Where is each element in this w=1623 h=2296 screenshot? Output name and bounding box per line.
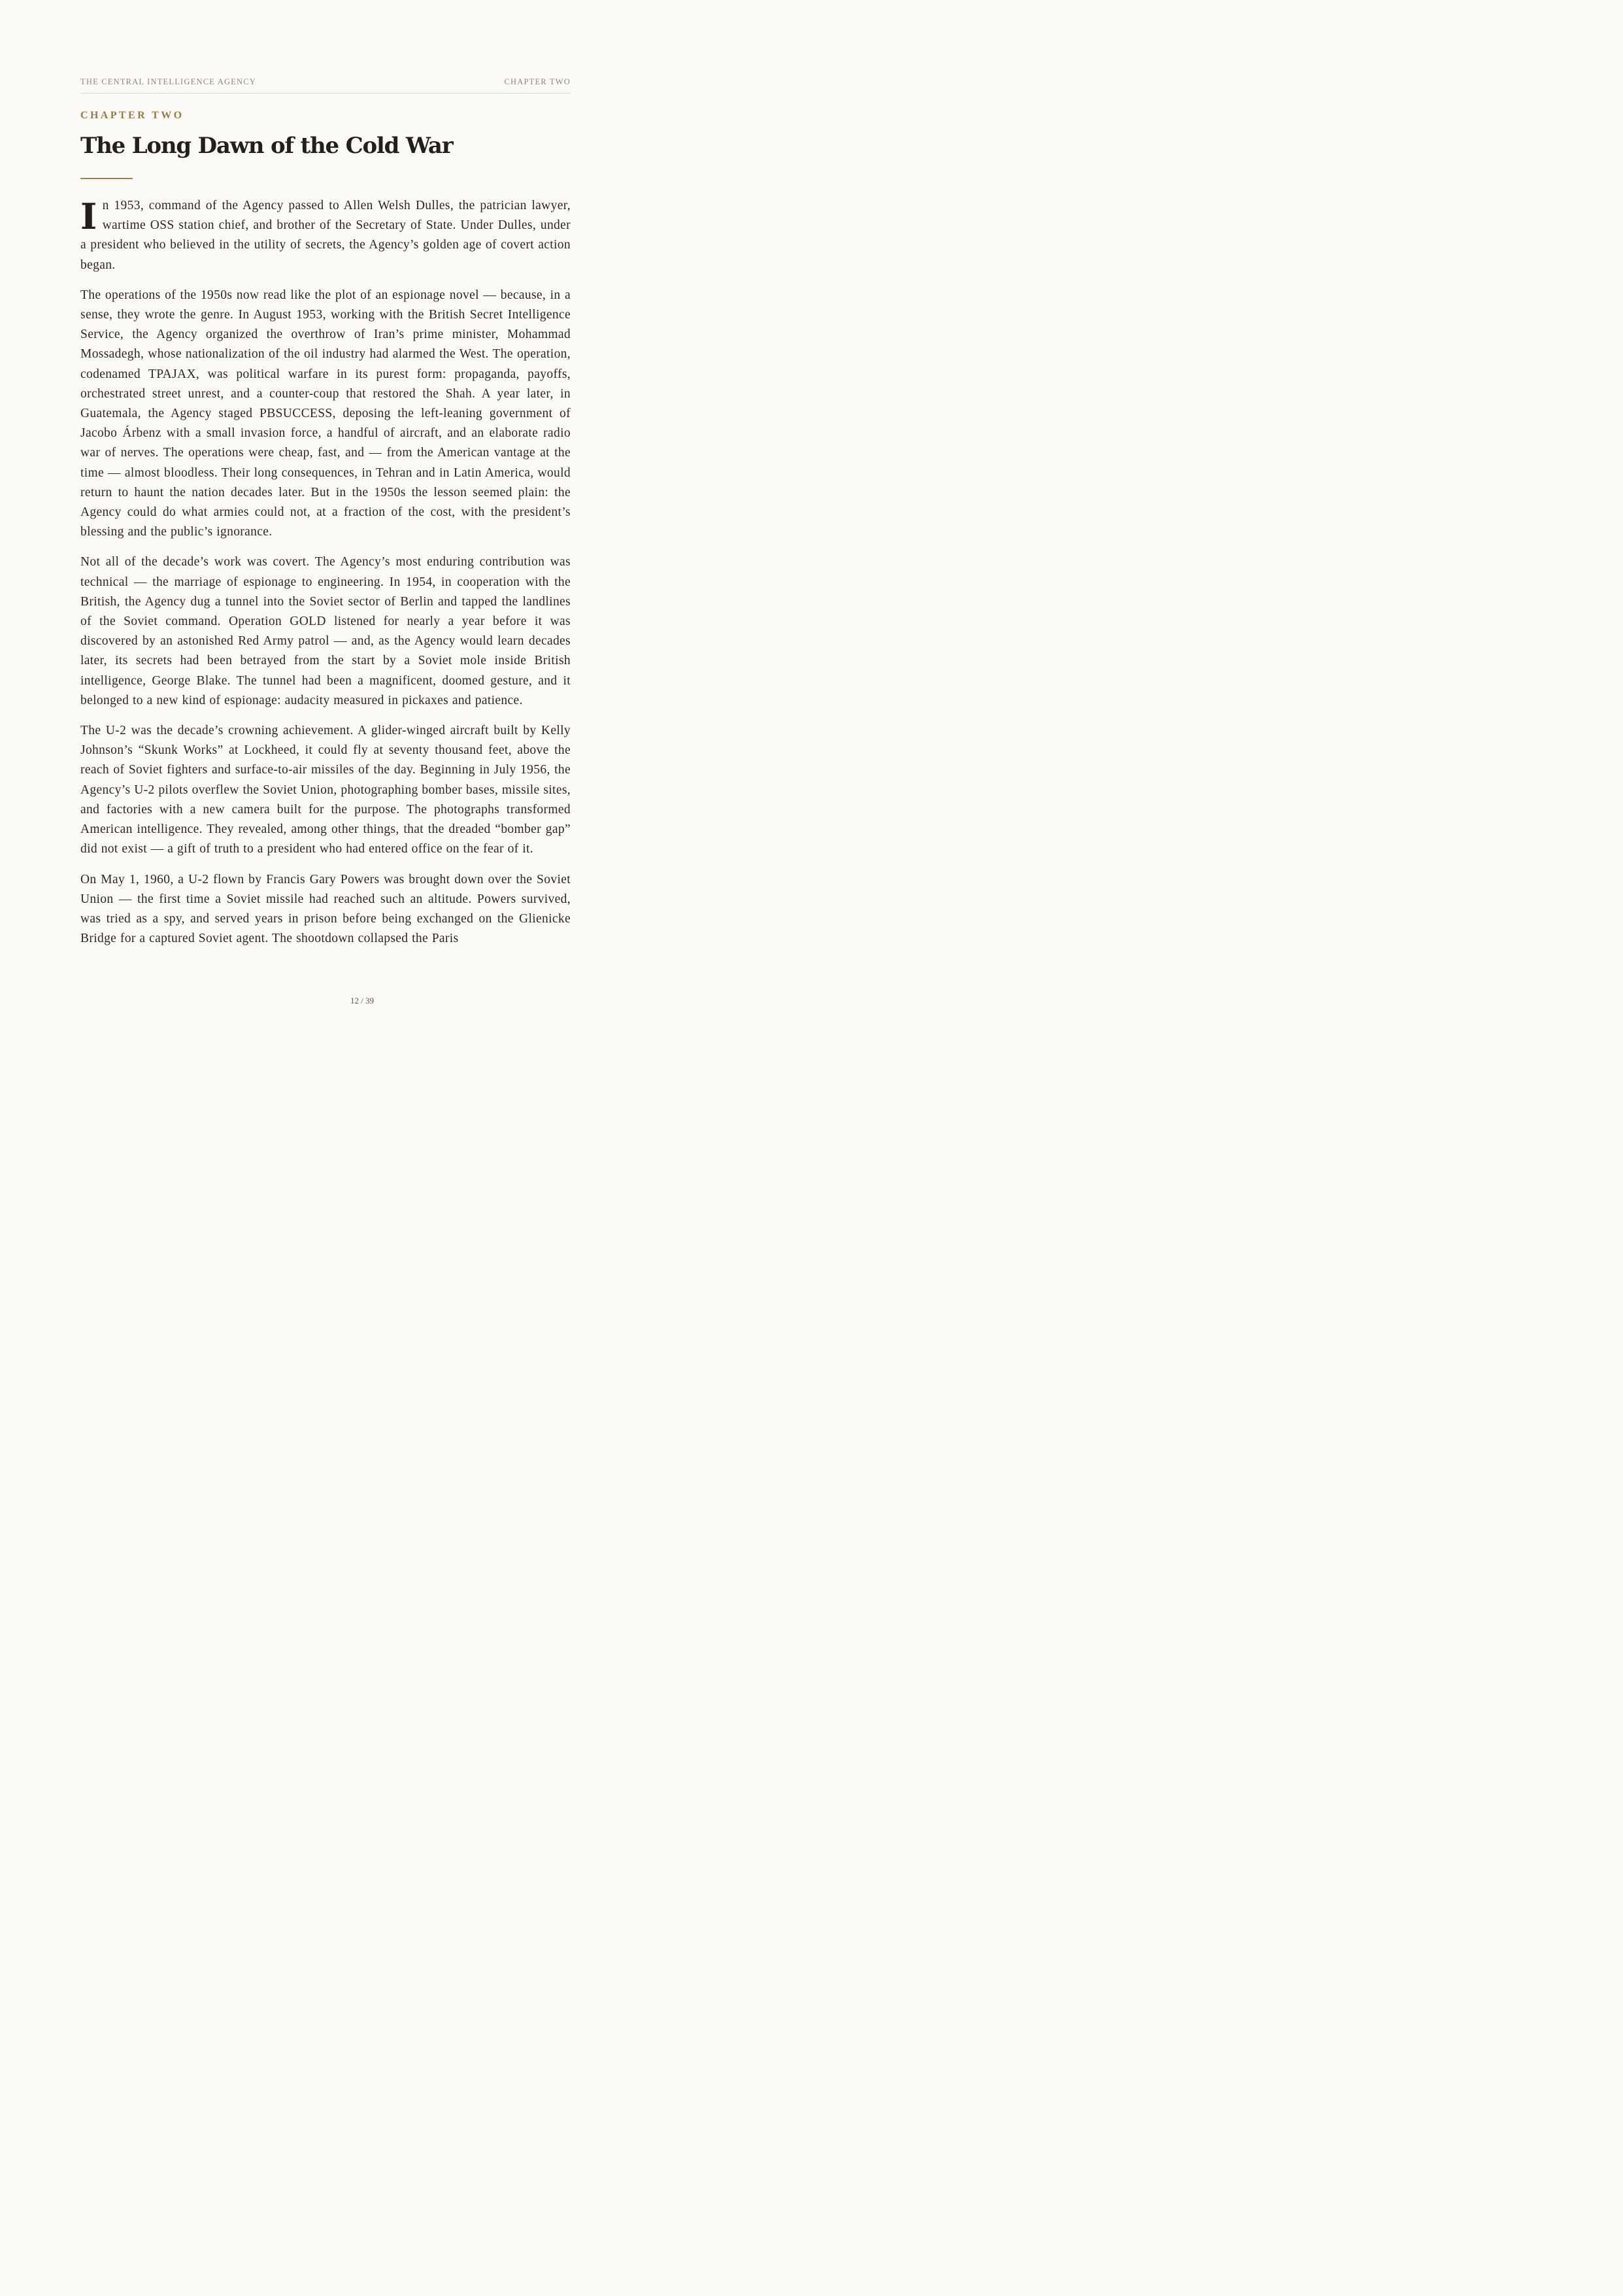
running-header-chapter: CHAPTER TWO — [504, 77, 571, 86]
chapter-body — [80, 196, 571, 959]
page-number: 12 / 39 — [350, 996, 375, 1005]
paragraph-3: Not all of the decade’s work was covert. The Agency’s most enduring contribution was technical — the marriage of espionage to engineering. In 1954, in cooperation with the British, the Agency dug a tunnel into the Soviet sector of Berlin and tapped the landlines of the Soviet command. Operation GOLD listened for nearly a year before it was discovered by an astonished Red Army patrol — and, as the Agency would learn decades later, its secrets had been betrayed from the start by a Soviet mole inside British intelligence, George Blake. The tunnel had been a magnificent, doomed gesture, and it belonged to a new kind of espionage: audacity measured in pickaxes and patience. — [80, 555, 571, 707]
drop-cap: I — [80, 195, 97, 237]
title-rule — [80, 178, 133, 179]
paragraph-4: The U-2 was the decade’s crowning achievement. A glider-winged aircraft built by Kelly Johnson’s “Skunk Works” at Lockheed, it could fly at seventy thousand feet, above the reach of Soviet fighters and surface-to-air missiles of the day. Beginning in July 1956, the Agency’s U-2 pilots overflew the Soviet Union, photographing bomber bases, missile sites, and factories with a new camera built for the purpose. The photographs transformed American intelligence. They revealed, among other things, that the dreaded “bomber gap” did not exist — a gift of truth to a president who had entered office on the fear of it. — [80, 724, 571, 856]
paragraph-1 — [80, 196, 571, 275]
paragraph-5: On May 1, 1960, a U-2 flown by Francis Gary Powers was brought down over the Soviet Union — the first time a Soviet missile had reached such an altitude. Powers survived, was tried as a spy, and served years in prison before being exchanged on the Glienicke Bridge for a captured Soviet agent. The shootdown collapsed the Paris — [80, 872, 571, 946]
paragraph-2: The operations of the 1950s now read like the plot of an espionage novel — because, in a sense, they wrote the genre. In August 1953, working with the British Secret Intelligence Service, the Agency organized the overthrow of Iran’s prime minister, Mohammad Mossadegh, whose nationalization of the oil industry had alarmed the West. The operation, codenamed TPAJAX, was political warfare in its purest form: propaganda, payoffs, orchestrated street unrest, and a counter-coup that restored the Shah. A year later, in Guatemala, the Agency staged PBSUCCESS, deposing the left-leaning government of Jacobo Árbenz with a small invasion force, a handful of aircraft, and an elaborate radio war of nerves. The operations were cheap, fast, and — from the American vantage at the time — almost bloodless. Their long consequences, in Tehran and in Latin America, would return to haunt the nation decades later. But in the 1950s the lesson seemed plain: the Agency could do what armies could not, at a fraction of the cost, with the president’s blessing and the public’s ignorance. — [80, 288, 571, 539]
document-page — [80, 0, 571, 1025]
chapter-kicker: CHAPTER TWO — [80, 110, 184, 121]
running-header-book-title: THE CENTRAL INTELLIGENCE AGENCY — [80, 77, 256, 86]
paragraph-1-text: n 1953, command of the Agency passed to Allen Welsh Dulles, the patrician lawyer, wartime OSS station chief, and brother of the Secretary of State. Under Dulles, under a president who believed in the utility of secrets, the Agency’s golden age of covert action began. — [80, 199, 571, 272]
chapter-title: The Long Dawn of the Cold War — [80, 133, 453, 159]
running-header — [80, 77, 571, 93]
